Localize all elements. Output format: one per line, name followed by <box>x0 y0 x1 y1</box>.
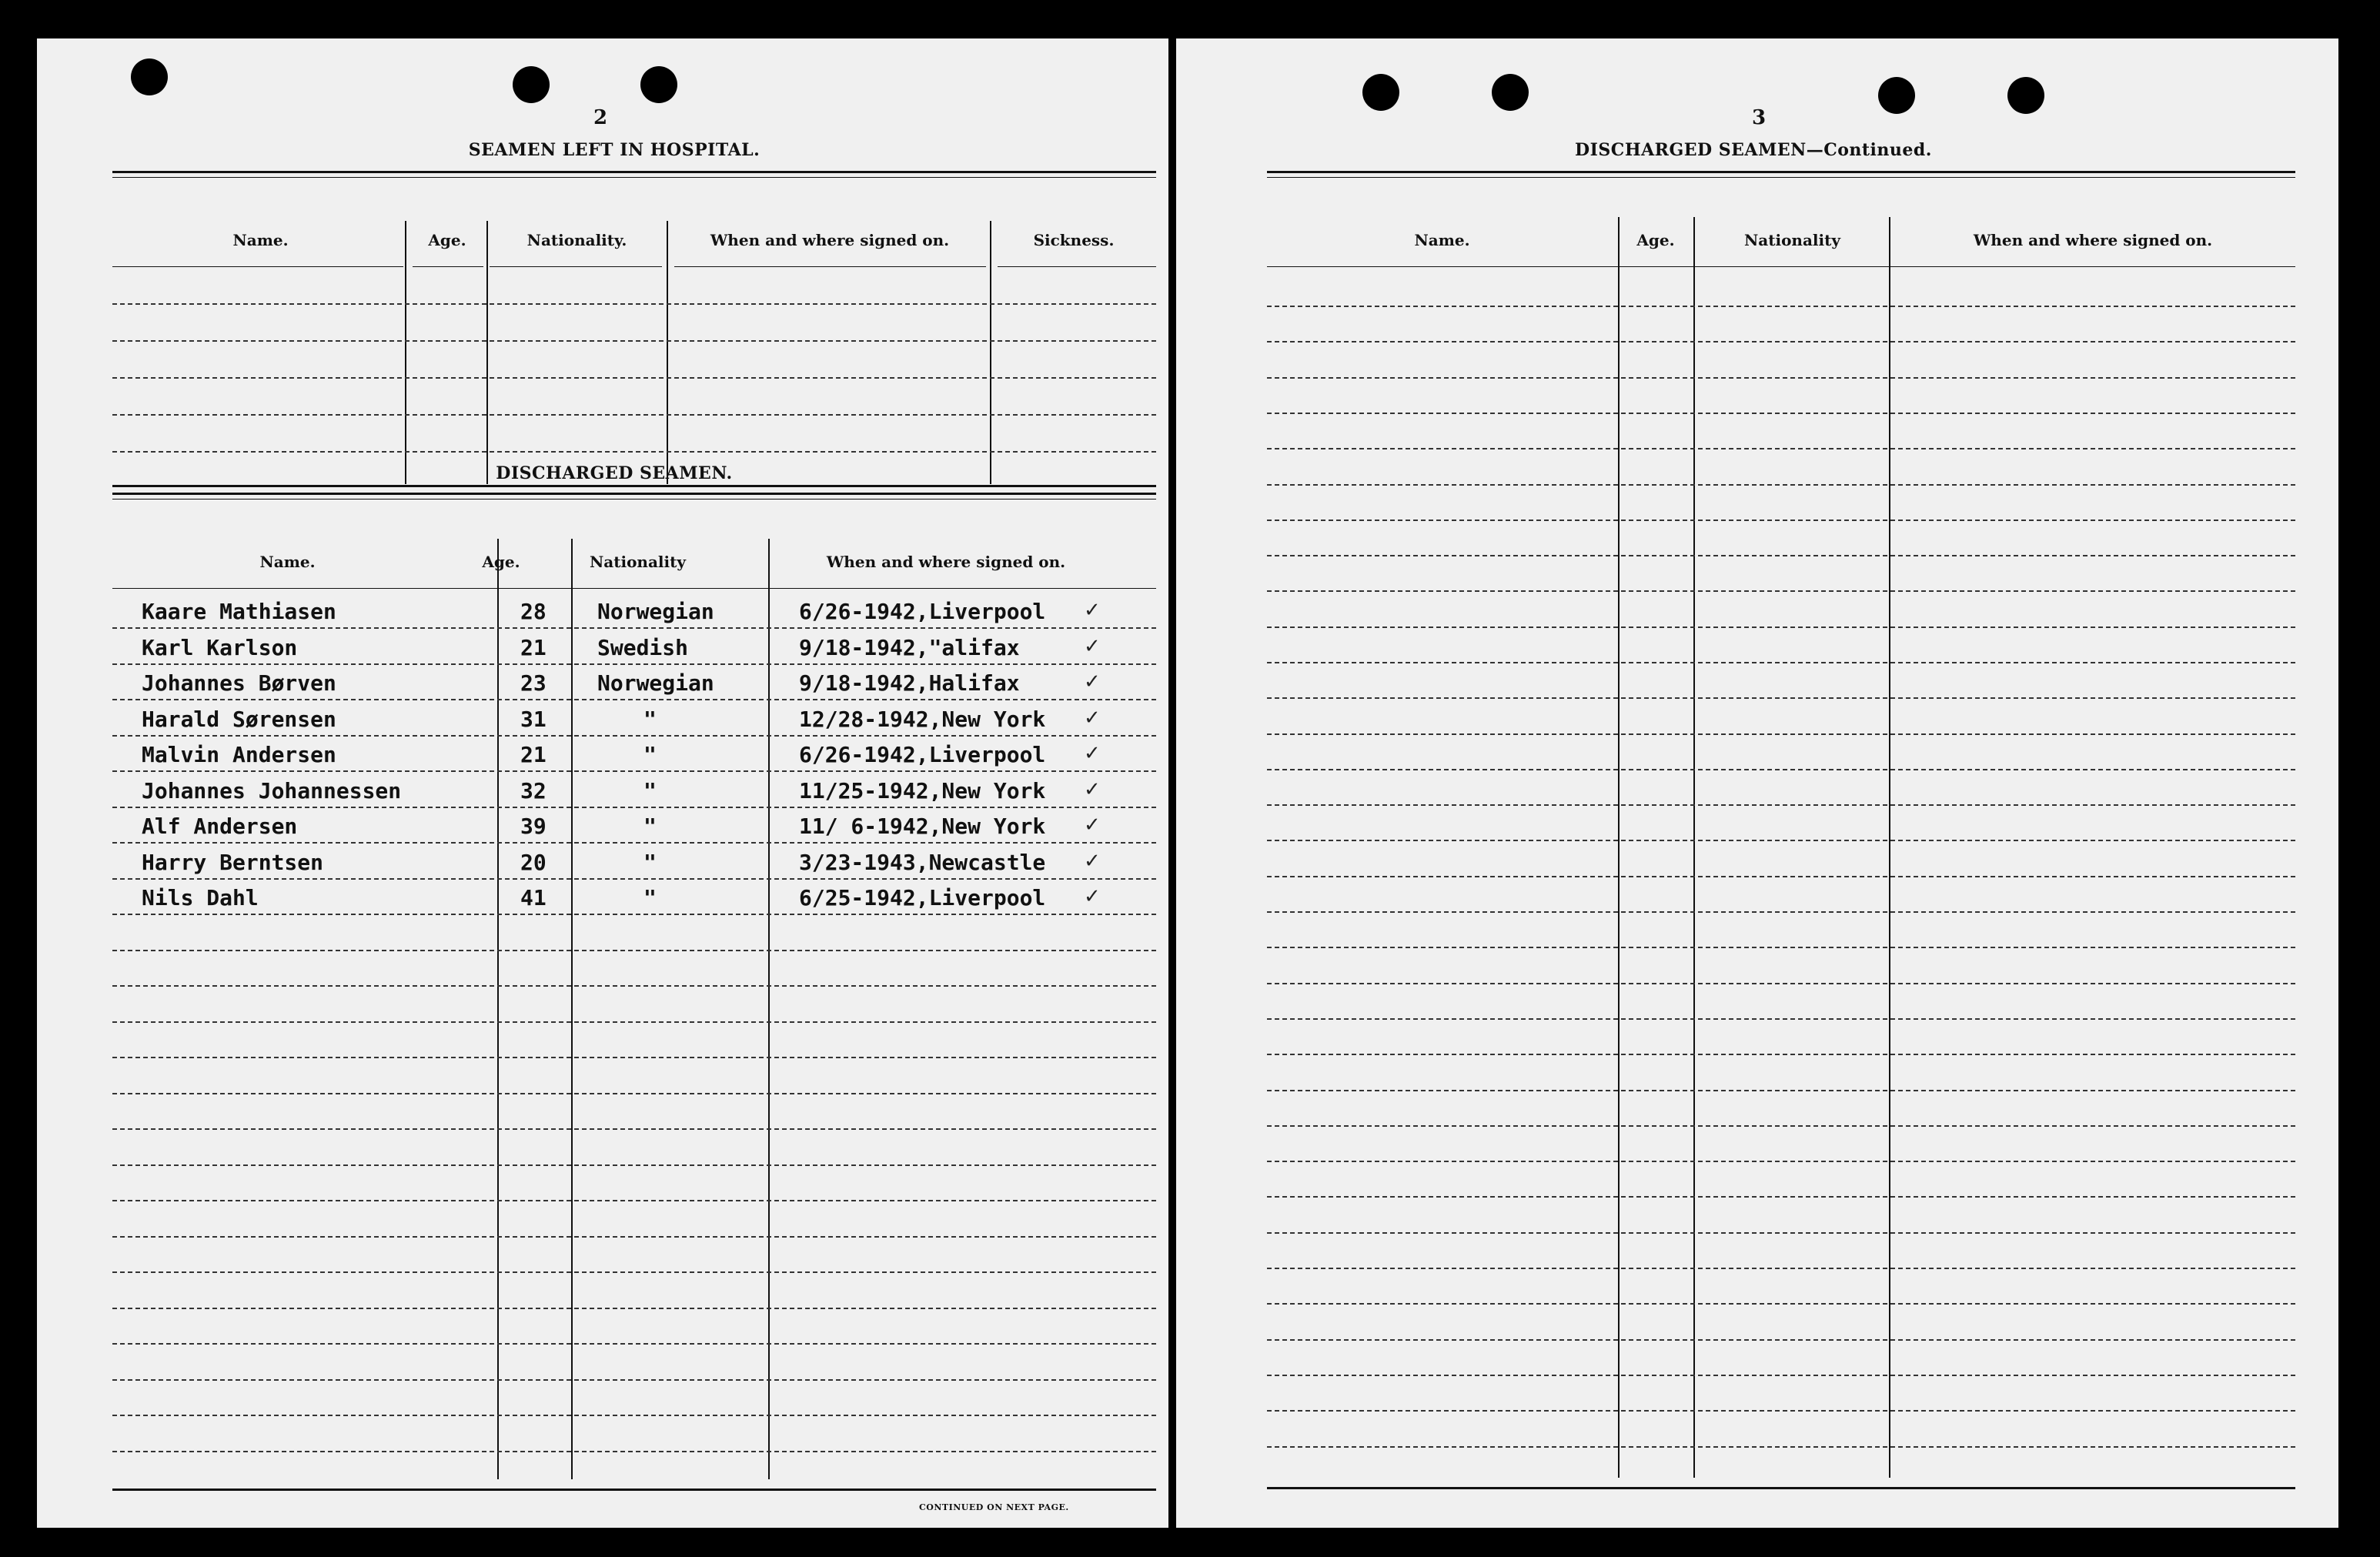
row-line <box>112 878 1156 880</box>
checkmark-icon: ✓ <box>1084 599 1101 622</box>
punch-hole <box>1492 74 1529 111</box>
row-nationality: Swedish <box>597 635 689 660</box>
row-line <box>1267 341 2295 342</box>
col-divider <box>667 221 668 484</box>
rule <box>112 177 1156 178</box>
row-line <box>112 985 1156 987</box>
col-header-age: Age. <box>428 231 466 249</box>
row-signed-on: 3/23-1943,Newcastle <box>799 850 1046 875</box>
right-page <box>1176 38 2338 1528</box>
row-signed-on: 6/26-1942,Liverpool <box>799 742 1046 767</box>
row-line <box>112 303 1156 305</box>
row-line <box>112 1021 1156 1023</box>
row-line <box>112 627 1156 629</box>
discharged-section-title: DISCHARGED SEAMEN. <box>496 463 733 483</box>
row-name: Malvin Andersen <box>142 742 336 767</box>
punch-hole <box>640 66 677 103</box>
col-header-age: Age. <box>482 553 520 571</box>
row-signed-on: 6/26-1942,Liverpool <box>799 599 1046 624</box>
row-line <box>1267 947 2295 948</box>
row-line <box>112 414 1156 416</box>
row-line <box>112 340 1156 342</box>
col-header-name: Name. <box>232 231 289 249</box>
row-line <box>112 950 1156 951</box>
row-line <box>1267 1339 2295 1341</box>
col-header-name: Name. <box>1414 231 1470 249</box>
row-line <box>112 1200 1156 1201</box>
punch-hole <box>131 58 168 95</box>
col-divider <box>1693 217 1695 1478</box>
left-page <box>37 38 1168 1528</box>
checkmark-icon: ✓ <box>1084 742 1101 765</box>
row-age: 31 <box>520 707 547 732</box>
row-line <box>1267 1375 2295 1376</box>
page-title <box>1484 140 2023 160</box>
row-nationality: " <box>643 707 657 732</box>
rule <box>112 266 403 267</box>
rule <box>1267 177 2295 178</box>
row-line <box>112 663 1156 665</box>
row-name: Kaare Mathiasen <box>142 599 336 624</box>
row-signed-on: 11/25-1942,New York <box>799 778 1046 804</box>
row-name: Karl Karlson <box>142 635 298 660</box>
checkmark-icon: ✓ <box>1084 707 1101 730</box>
row-line <box>112 1271 1156 1273</box>
row-name: Harry Berntsen <box>142 850 324 875</box>
discharged-table <box>112 493 1156 1509</box>
title-continued: —Continued. <box>1806 140 1932 160</box>
row-name: Harald Sørensen <box>142 707 336 732</box>
row-line <box>1267 1303 2295 1305</box>
col-divider <box>1618 217 1620 1478</box>
row-age: 21 <box>520 635 547 660</box>
row-nationality: Norwegian <box>597 670 714 696</box>
row-nationality: " <box>643 850 657 875</box>
row-line <box>1267 911 2295 913</box>
row-line <box>112 377 1156 379</box>
row-line <box>1267 555 2295 556</box>
row-line <box>112 1236 1156 1238</box>
row-age: 32 <box>520 778 547 804</box>
continued-note: CONTINUED ON NEXT PAGE. <box>919 1502 1069 1512</box>
col-divider <box>1889 217 1890 1478</box>
row-nationality: " <box>643 885 657 910</box>
row-line <box>1267 1054 2295 1055</box>
row-line <box>112 1308 1156 1309</box>
row-line <box>112 451 1156 453</box>
rule <box>1267 171 2295 173</box>
row-line <box>1267 769 2295 770</box>
row-signed-on: 11/ 6-1942,New York <box>799 814 1046 839</box>
row-nationality: " <box>643 742 657 767</box>
rule <box>112 499 1156 500</box>
col-header-signed-on: When and where signed on. <box>826 553 1066 571</box>
row-line <box>112 842 1156 844</box>
row-line <box>112 1128 1156 1130</box>
col-header-age: Age. <box>1636 231 1675 249</box>
rule <box>674 266 986 267</box>
punch-hole <box>513 66 550 103</box>
rule <box>112 588 1156 589</box>
col-header-nationality: Nationality <box>1744 231 1840 249</box>
checkmark-icon: ✓ <box>1084 850 1101 873</box>
col-divider <box>768 539 770 1479</box>
row-line <box>112 1343 1156 1345</box>
row-signed-on: 12/28-1942,New York <box>799 707 1046 732</box>
rule <box>112 485 1156 487</box>
rule <box>112 493 1156 495</box>
row-line <box>1267 1196 2295 1198</box>
row-line <box>1267 448 2295 449</box>
row-nationality: Norwegian <box>597 599 714 624</box>
row-line <box>1267 804 2295 806</box>
rule <box>1267 1487 2295 1489</box>
rule <box>490 266 662 267</box>
col-header-signed-on: When and where signed on. <box>1973 231 2213 249</box>
checkmark-icon: ✓ <box>1084 670 1101 693</box>
row-line <box>1267 876 2295 877</box>
col-header-nationality: Nationality. <box>526 231 627 249</box>
col-header-signed-on: When and where signed on. <box>710 231 950 249</box>
row-line <box>1267 1232 2295 1234</box>
row-line <box>112 735 1156 737</box>
punch-hole <box>1878 77 1915 114</box>
col-divider <box>405 221 406 484</box>
page-number: 3 <box>1751 106 1767 129</box>
checkmark-icon: ✓ <box>1084 635 1101 658</box>
col-header-nationality: Nationality <box>590 553 686 571</box>
row-line <box>1267 1125 2295 1127</box>
row-line <box>112 1093 1156 1094</box>
row-line <box>1267 590 2295 592</box>
row-line <box>112 699 1156 700</box>
row-nationality: " <box>643 778 657 804</box>
punch-hole <box>2007 77 2044 114</box>
row-line <box>1267 697 2295 699</box>
col-divider <box>497 539 499 1479</box>
row-line <box>1267 733 2295 735</box>
row-line <box>1267 1161 2295 1162</box>
row-name: Nils Dahl <box>142 885 259 910</box>
row-nationality: " <box>643 814 657 839</box>
checkmark-icon: ✓ <box>1084 778 1101 801</box>
col-divider <box>571 539 573 1479</box>
row-line <box>1267 520 2295 521</box>
row-age: 41 <box>520 885 547 910</box>
row-line <box>112 1451 1156 1452</box>
row-line <box>1267 306 2295 307</box>
row-name: Johannes Børven <box>142 670 336 696</box>
row-line <box>112 914 1156 915</box>
row-signed-on: 9/18-1942,"alifax <box>799 635 1020 660</box>
row-line <box>1267 626 2295 628</box>
row-line <box>1267 662 2295 663</box>
row-line <box>1267 1446 2295 1448</box>
row-line <box>1267 484 2295 486</box>
row-line <box>112 1164 1156 1166</box>
row-line <box>1267 1410 2295 1412</box>
rule <box>1267 266 2295 267</box>
row-line <box>112 807 1156 808</box>
row-line <box>1267 1268 2295 1269</box>
row-line <box>1267 1018 2295 1020</box>
row-age: 21 <box>520 742 547 767</box>
col-header-name: Name. <box>259 553 316 571</box>
checkmark-icon: ✓ <box>1084 814 1101 837</box>
row-signed-on: 9/18-1942,Halifax <box>799 670 1020 696</box>
hospital-table <box>112 171 1156 486</box>
row-line <box>1267 413 2295 414</box>
row-line <box>112 1057 1156 1058</box>
col-divider <box>486 221 488 484</box>
page-number: 2 <box>593 106 608 129</box>
hospital-section-title: SEAMEN LEFT IN HOSPITAL. <box>468 140 760 160</box>
row-line <box>1267 1090 2295 1091</box>
row-name: Alf Andersen <box>142 814 298 839</box>
row-line <box>1267 377 2295 379</box>
row-line <box>112 770 1156 772</box>
row-line <box>112 1379 1156 1381</box>
col-divider <box>990 221 991 484</box>
row-age: 20 <box>520 850 547 875</box>
row-signed-on: 6/25-1942,Liverpool <box>799 885 1046 910</box>
row-name: Johannes Johannessen <box>142 778 402 804</box>
row-age: 23 <box>520 670 547 696</box>
rule <box>112 1489 1156 1491</box>
title-main: DISCHARGED SEAMEN <box>1575 140 1807 160</box>
checkmark-icon: ✓ <box>1084 885 1101 908</box>
row-line <box>1267 840 2295 841</box>
row-line <box>112 1415 1156 1416</box>
rule <box>413 266 483 267</box>
rule <box>112 171 1156 173</box>
row-age: 39 <box>520 814 547 839</box>
col-header-sickness: Sickness. <box>1033 231 1115 249</box>
row-age: 28 <box>520 599 547 624</box>
row-line <box>1267 983 2295 984</box>
punch-hole <box>1362 74 1399 111</box>
rule <box>998 266 1156 267</box>
discharged-continued-table <box>1267 171 2295 1495</box>
